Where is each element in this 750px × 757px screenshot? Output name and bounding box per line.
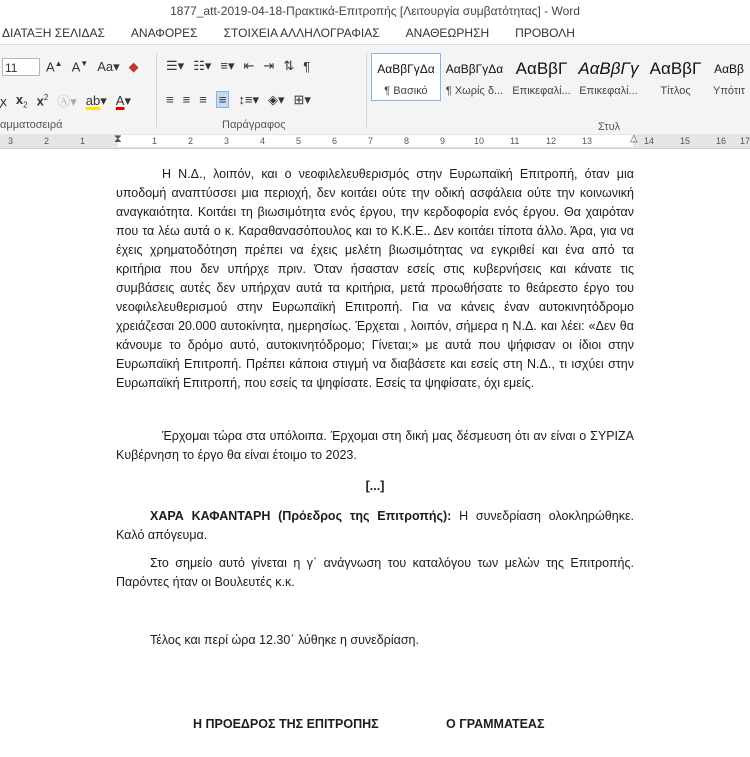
ruler-number: 9 (440, 136, 446, 146)
window-title: 1877_att-2019-04-18-Πρακτικά-Επιτροπής [Λειτουργία συμβατότητας] - Word (0, 0, 750, 22)
signature-left[interactable]: Η ΠΡΟΕΔΡΟΣ ΤΗΣ ΕΠΙΤΡΟΠΗΣ (193, 717, 379, 731)
borders-icon[interactable]: ⊞▾ (293, 91, 311, 107)
ruler-number: 3 (8, 136, 14, 146)
ruler-number: 1 (152, 136, 158, 146)
ruler-number: 12 (546, 136, 557, 146)
shading-icon[interactable]: ◈▾ (268, 91, 285, 107)
document-paragraph[interactable]: Έρχομαι τώρα στα υπόλοιπα. Έρχομαι στη δική μας δέσμευση ότι αν είναι ο ΣΥΡΙΖΑ Κυβέρνηση το έργο θα είναι έτοιμο το 2023. (116, 429, 634, 462)
style-preview: ΑαΒβ (714, 62, 744, 76)
tab-references[interactable]: ΑΝΑΦΟΡΕΣ (130, 26, 198, 40)
ruler-number: 5 (296, 136, 302, 146)
multilevel-list-icon[interactable]: ≡▾ (220, 58, 235, 73)
font-size-box[interactable]: 11 (2, 58, 40, 76)
bullets-icon[interactable]: ☰▾ (166, 58, 185, 73)
ruler-number: 8 (404, 136, 410, 146)
right-indent-marker-icon[interactable]: △ (630, 133, 638, 144)
speaker-name: ΧΑΡΑ ΚΑΦΑΝΤΑΡΗ (Πρόεδρος της Επιτροπής): (150, 509, 452, 523)
style-heading-1[interactable] (508, 53, 575, 101)
font-group-label: αμματοσειρά (0, 119, 63, 131)
document-paragraph[interactable]: Τέλος και περί ώρα 12.30΄ λύθηκε η συνεδρίαση. (150, 633, 419, 647)
font-group (0, 45, 158, 133)
ruler-number: 11 (510, 136, 520, 146)
grow-font-icon[interactable]: A▲ (46, 59, 63, 75)
ellipsis-marker[interactable]: [...] (365, 479, 385, 493)
ruler-number: 14 (644, 136, 655, 146)
style-name: ¶ Χωρίς δ... (445, 85, 504, 97)
ruler-number: 3 (224, 136, 230, 146)
document-paragraph[interactable]: Στο σημείο αυτό γίνεται η γ΄ ανάγνωση του καταλόγου των μελών της Επιτροπής. Παρόντες ήταν οι Βουλευτές κ.κ. (116, 556, 634, 589)
subscript-icon[interactable]: $x_2$ (15, 91, 28, 110)
document-paragraph[interactable]: Η Ν.Δ., λοιπόν, και ο νεοφιλελευθερισμός στην Ευρωπαϊκή Επιτροπή, όταν μια υποδομή αναπτύσσει μια περιοχή, δεν κοιτάει ούτε την οδική ασφάλεια ούτε την κοινωνική αναγκαιότητα. Κοιτάει τη βιωσιμότητα ενός έργου, την κερδοφορία ενός έργου. Θα χαιρόταν που τα λέω αυτά ο κ. Καραθανασόπουλος και το Κ.Κ.Ε.. Δεν κοιτάει τίποτα άλλο. Άρα, για να έχεις χρηματοδότηση πρέπει να έχεις μελέτη βιωσιμότητας να εγκριθεί και ένα από τα κριτήρια που δεν υπήρχε πριν. Όταν ήσασταν εσείς στις κυβερνήσεις και κάνατε τις συμβάσεις αυτές δεν υπήρχαν αυτά τα κριτήρια, μετά προωθήσατε το θεάρεστο έργο του νεοφιλελευθερισμού στην Ευρωπαϊκή Επιτροπή. Για να κάνεις έναν αυτοκινητόδρομο χρειάζεσαι 20.000 αυτοκίνητα, ημερησίως. Έρχεται , λοιπόν, σήμερα η Ν.Δ. και λέει: «Δεν θα κάνουμε το δρόμο αυτό, αυτοκινητόδρομο; Γίνεται;» με αυτά που ψήφισαν οι ίδιοι στην Ευρωπαϊκή Επιτροπή. Πρέπει κάποια στιγμή να διαβάσετε και εσείς στη Ν.Δ., τι ισχύει στην Ευρωπαϊκή Επιτροπή, που εσείς τα ψηφίσατε. Εσείς τα ψηφίσατε, όχι εμείς. (116, 167, 634, 390)
justify-icon[interactable]: ≡ (216, 91, 230, 108)
decrease-indent-icon[interactable]: ⇤ (243, 58, 255, 73)
numbering-icon[interactable]: ☷▾ (193, 58, 212, 73)
ruler-number: 6 (332, 136, 338, 146)
shrink-font-icon[interactable]: A▼ (71, 59, 89, 75)
style-preview: ΑαΒβΓ (649, 59, 702, 78)
style-preview: ΑαΒβΓ (515, 59, 568, 78)
highlight-icon[interactable]: ab▾ (85, 92, 107, 108)
superscript-icon[interactable]: $x^2$ (36, 92, 49, 109)
strikethrough-icon[interactable]: ꭗ (0, 93, 7, 109)
group-separator (156, 53, 157, 127)
style-no-spacing[interactable] (441, 53, 508, 101)
change-case-icon[interactable]: Aa▾ (97, 59, 120, 74)
show-marks-icon[interactable]: ¶ (303, 58, 311, 74)
ruler-number: 2 (188, 136, 194, 146)
document-page[interactable] (0, 149, 750, 757)
ruler-number: 4 (260, 136, 266, 146)
ruler-number: 16 (716, 136, 727, 146)
line-spacing-icon[interactable]: ↕≡▾ (238, 91, 259, 107)
tab-view[interactable]: ΠΡΟΒΟΛΗ (515, 26, 575, 40)
style-name: Επικεφαλί... (512, 85, 571, 97)
sort-icon[interactable]: ⇅ (283, 58, 295, 73)
align-center-icon[interactable]: ≡ (182, 92, 191, 107)
ribbon (0, 44, 750, 136)
styles-gallery (371, 53, 749, 101)
increase-indent-icon[interactable]: ⇥ (263, 58, 275, 73)
tab-review[interactable]: ΑΝΑΘΕΩΡΗΣΗ (405, 26, 490, 40)
clear-formatting-icon[interactable]: ◆ (128, 59, 139, 74)
ruler-number: 17 (740, 136, 750, 146)
style-name: ¶ Βασικό (384, 85, 428, 97)
align-left-icon[interactable]: ≡ (166, 92, 174, 107)
styles-group-label: Στυλ (598, 121, 621, 133)
style-name: Τίτλος (660, 85, 691, 97)
tab-page-layout[interactable]: ΔΙΑΤΑΞΗ ΣΕΛΙΔΑΣ (2, 26, 105, 40)
horizontal-ruler[interactable] (0, 134, 750, 149)
tab-mailings[interactable]: ΣΤΟΙΧΕΙΑ ΑΛΛΗΛΟΓΡΑΦΙΑΣ (223, 26, 380, 40)
style-normal[interactable] (371, 53, 441, 101)
speaker-paragraph[interactable] (116, 507, 634, 545)
ruler-number: 15 (680, 136, 691, 146)
style-preview: ΑαΒβΓγΔα (445, 62, 504, 76)
style-subtitle[interactable] (709, 53, 749, 101)
align-right-icon[interactable]: ≡ (199, 92, 207, 107)
paragraph-group-label: Παράγραφος (222, 119, 286, 131)
text-effects-icon[interactable]: Ⓐ▾ (57, 94, 77, 109)
ribbon-tabs (0, 22, 750, 44)
speaker-text: Η συνεδρίαση ολοκληρώθηκε. Καλό απόγευμα. (116, 509, 635, 542)
ruler-number: 10 (474, 136, 485, 146)
group-separator (366, 53, 367, 127)
ruler-number: 13 (582, 136, 593, 146)
ruler-number: 7 (368, 136, 374, 146)
style-name: Υπότιτ (712, 85, 746, 97)
style-title[interactable] (642, 53, 709, 101)
style-heading-2[interactable] (575, 53, 642, 101)
style-preview: ΑαΒβΓγΔα (377, 62, 435, 76)
style-name: Επικεφαλί... (579, 85, 638, 97)
indent-marker-icon[interactable]: ⧗ (114, 133, 122, 145)
ruler-number: 1 (80, 136, 86, 146)
style-preview: ΑαΒβΓγ (578, 59, 639, 78)
signature-right[interactable]: Ο ΓΡΑΜΜΑΤΕΑΣ (446, 717, 545, 731)
font-color-icon[interactable]: A▾ (115, 92, 131, 108)
ruler-number: 2 (44, 136, 50, 146)
paragraph-group (160, 45, 365, 133)
